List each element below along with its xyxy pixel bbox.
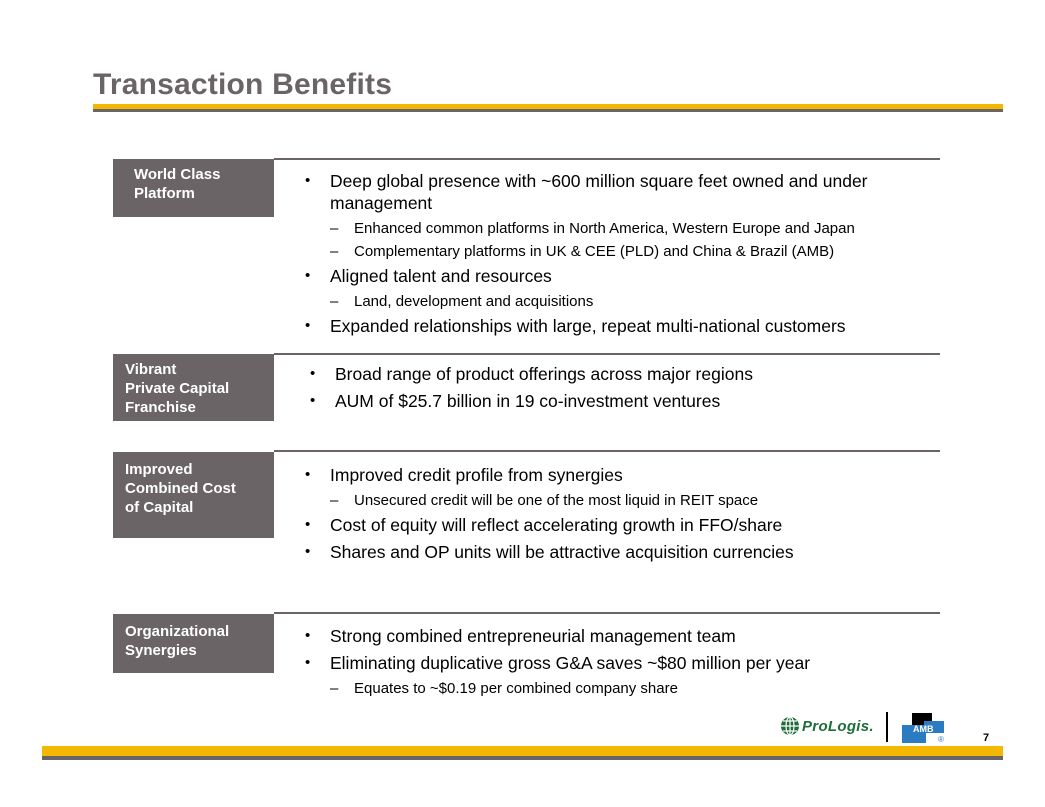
bullet [305, 464, 925, 486]
sub-bullet-text: Enhanced common platforms in North America, Western Europe and Japan [354, 220, 855, 237]
amb-logo-text: AMB [913, 724, 934, 734]
bullet [305, 541, 925, 563]
logo-divider [886, 712, 888, 742]
bullet-marker: • [305, 172, 311, 189]
section-content-vibrant-private-capital [310, 363, 930, 417]
bullet [310, 363, 930, 385]
bullet-text: Cost of equity will reflect accelerating growth in FFO/share [330, 515, 783, 535]
sub-bullet-marker: – [330, 220, 339, 237]
sub-bullet-text: Equates to ~$0.19 per combined company share [354, 680, 678, 697]
section-label-vibrant-private-capital [113, 354, 274, 421]
bullet-text: Shares and OP units will be attractive acquisition currencies [330, 542, 794, 562]
sub-bullet [305, 219, 925, 238]
section-rule [274, 158, 940, 160]
section-content-organizational-synergies [305, 625, 925, 702]
bullet-marker: • [310, 392, 316, 409]
section-label-line: Platform [134, 185, 195, 202]
bullet [305, 265, 925, 287]
amb-logo [902, 713, 946, 743]
sub-bullet [305, 292, 925, 311]
sub-bullet-marker: – [330, 492, 339, 509]
section-label-line: of Capital [125, 499, 194, 516]
footer-rule-yellow [42, 746, 1003, 756]
bullet-text: Broad range of product offerings across major regions [335, 364, 753, 384]
section-rule [274, 450, 940, 452]
bullet-marker: • [305, 267, 311, 284]
bullet [305, 514, 925, 536]
sub-bullet-marker: – [330, 293, 339, 310]
section-rule [274, 353, 940, 355]
bullet-text: Strong combined entrepreneurial management team [330, 626, 736, 646]
bullet-marker: • [305, 317, 311, 334]
section-label-world-class-platform [113, 159, 274, 217]
bullet-text: Improved credit profile from synergies [330, 465, 623, 485]
bullet-marker: • [305, 654, 311, 671]
sub-bullet-text: Unsecured credit will be one of the most liquid in REIT space [354, 492, 759, 509]
sub-bullet [305, 679, 925, 698]
section-label-line: Franchise [125, 399, 196, 416]
bullet-text: Eliminating duplicative gross G&A saves ~$80 million per year [330, 653, 811, 673]
section-label-line: Synergies [125, 642, 197, 659]
bullet-marker: • [305, 627, 311, 644]
bullet-text: AUM of $25.7 billion in 19 co-investment ventures [335, 391, 721, 411]
page-number: 7 [983, 732, 990, 744]
registered-mark: ® [938, 735, 944, 743]
globe-icon [780, 716, 800, 736]
bullet [310, 390, 930, 412]
footer-rule-gray [42, 756, 1003, 760]
sub-bullet-marker: – [330, 680, 339, 697]
bullet-text: Deep global presence with ~600 million square feet owned and under management [330, 171, 868, 213]
header-rule-gray [93, 109, 1003, 112]
section-label-line: Organizational [125, 623, 230, 640]
sub-bullet [305, 491, 925, 510]
section-label-line: Combined Cost [125, 480, 236, 497]
section-rule [274, 612, 940, 614]
sub-bullet-marker: – [330, 243, 339, 260]
bullet-marker: • [305, 543, 311, 560]
footer-logos [780, 712, 1000, 746]
section-label-organizational-synergies [113, 614, 274, 673]
section-content-world-class-platform [305, 170, 925, 342]
section-label-line: Improved [125, 461, 193, 478]
bullet-marker: • [305, 516, 311, 533]
section-content-improved-cost-of-capital [305, 464, 925, 568]
page-title: Transaction Benefits [93, 68, 393, 101]
bullet [305, 315, 925, 337]
bullet-marker: • [310, 365, 316, 382]
section-label-improved-cost-of-capital [113, 452, 274, 538]
section-label-line: World Class [134, 166, 221, 183]
bullet-marker: • [305, 466, 311, 483]
prologis-logo-text: ProLogis. [802, 717, 874, 735]
bullet [305, 652, 925, 674]
sub-bullet [305, 242, 925, 261]
sub-bullet-text: Complementary platforms in UK & CEE (PLD) and China & Brazil (AMB) [354, 243, 835, 260]
bullet-text: Aligned talent and resources [330, 266, 552, 286]
sub-bullet-text: Land, development and acquisitions [354, 293, 594, 310]
bullet-text: Expanded relationships with large, repeat multi-national customers [330, 316, 846, 336]
section-label-line: Vibrant [125, 361, 177, 378]
bullet [305, 625, 925, 647]
prologis-logo [780, 716, 874, 736]
bullet [305, 170, 925, 214]
section-label-line: Private Capital [125, 380, 230, 397]
